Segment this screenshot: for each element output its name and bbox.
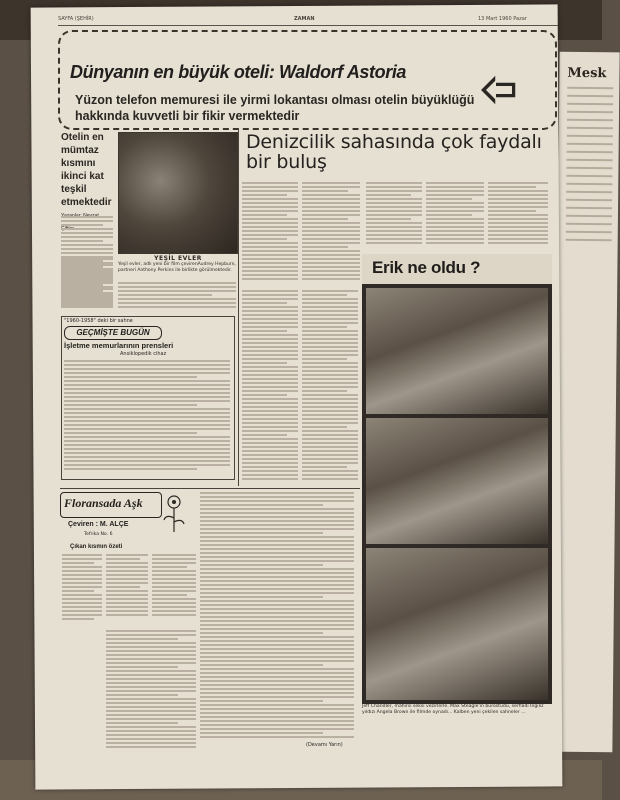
main-subhead: Yüzon telefon memuresi ile yirmi lokantası olması otelin büyüklüğü hakkında kuvvetli bir fikir vermektedir [75, 93, 475, 123]
serial-title: Floransada Aşk [64, 496, 143, 510]
article-column-7 [302, 290, 358, 486]
serial-translator: Çeviren : M. ALÇE [68, 521, 129, 528]
serial-signoff: (Devamı Yarın) [306, 742, 343, 748]
side-kicker-text: Otelin en mümtaz kısmını ikinci kat teşkil etmektedir [61, 132, 112, 208]
article-column-5 [488, 182, 548, 248]
serial-column-2 [106, 554, 148, 624]
serial-column-1 [62, 554, 102, 754]
yesil-evler-photo [118, 132, 238, 254]
erik-caption: Jeff Chandler, mahirsi seksi vezirlerle. Max Steagle'in bürostudu, serfiadi İngiliz yıldızı Angela Brown ile filmde oynadı... Kalben yeni çekilen sahneler ... [362, 704, 544, 715]
serial-installment: Tefrika No. 6 [84, 532, 113, 537]
article-column-2 [302, 182, 360, 282]
erik-title-bar [362, 254, 552, 284]
gecmiste-subtitle: İşletme memurlarının prensleri [64, 341, 174, 350]
summary-heading: Çıkan kısmın özeti [70, 544, 123, 550]
main-headline: Dünyanın en büyük oteli: Waldorf Astoria [70, 62, 407, 82]
serial-column-3 [152, 554, 196, 624]
photo-below-text [118, 282, 236, 312]
serial-column-5 [200, 492, 354, 740]
gecmiste-subtitle-2: Ansiklopedik cihaz [120, 351, 167, 357]
serial-column-4 [106, 630, 196, 754]
left-arrow-icon [478, 70, 518, 110]
adjacent-page: Mesk [552, 52, 619, 753]
article-column-6 [242, 290, 298, 486]
photo-caption-text: Yeşil evler, adlı yeni bir film çevirenAudrey Hepburn, partneri Anthony Perkins ile birlikte görülmektedir. [118, 262, 236, 273]
film-still-1 [366, 288, 548, 414]
article-column-8 [180, 316, 236, 486]
left-column-text-2 [61, 258, 113, 310]
page-label: SAYFA (ŞEHİR) [58, 16, 94, 22]
flower-ornament-icon [160, 492, 188, 534]
issue-date: 13 Mart 1960 Pazar [478, 16, 527, 22]
article-column-1 [242, 182, 298, 282]
photo-caption-title: YEŞİL EVLER [154, 255, 202, 262]
photo-caption [118, 256, 238, 274]
film-still-3 [366, 548, 548, 700]
masthead-strip [58, 16, 558, 26]
paper-name: ZAMAN [294, 16, 315, 22]
film-still-2 [366, 418, 548, 544]
column-rule [238, 130, 239, 486]
article-column-3 [366, 182, 422, 248]
gecmiste-title: GEÇMİŞTE BUGÜN [64, 326, 162, 340]
erik-title: Erik ne oldu ? [372, 258, 481, 277]
denizcilik-headline: Denizcilik sahasında çok faydalı bir buluş [246, 131, 542, 173]
article-column-4 [426, 182, 484, 248]
gecmiste-kicker: "1960-1958" deki bir sahne [64, 318, 133, 324]
section-rule [60, 488, 360, 489]
